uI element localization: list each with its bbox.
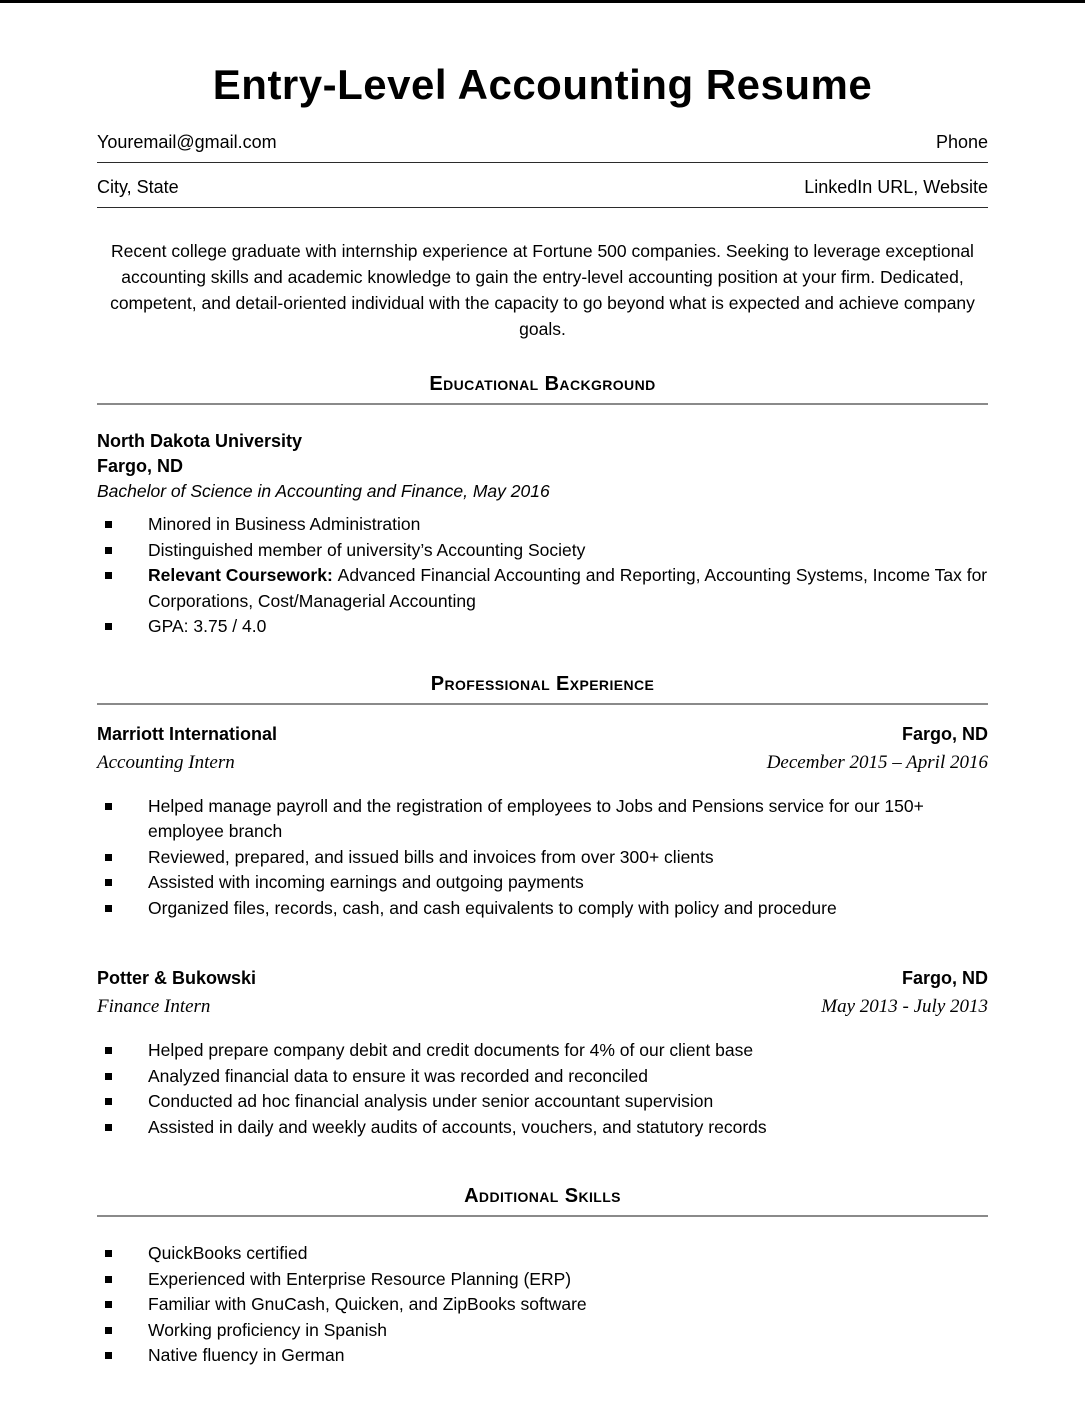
list-item: [97, 1064, 988, 1090]
job-dates: May 2013 - July 2013: [821, 996, 988, 1017]
bullet-text: Experienced with Enterprise Resource Planning (ERP): [148, 1268, 572, 1289]
list-item: [97, 563, 988, 614]
list-item: [97, 1089, 988, 1115]
section-heading-experience: Professional Experience: [430, 672, 655, 695]
bullet-marker: [105, 854, 112, 861]
bullet-text: Assisted with incoming earnings and outgoing payments: [148, 872, 584, 892]
list-item: [97, 870, 988, 896]
job-block-1: [97, 721, 988, 922]
bullet-text: Organized files, records, cash, and cash equivalents to comply with policy and procedure: [148, 897, 837, 918]
company-name: Potter & Bukowski: [97, 968, 257, 988]
list-item: [97, 538, 988, 564]
bullet-text-rest: Advanced Financial Accounting and Reporting, Accounting Systems, Income Tax for Corporations, Cost/Managerial Accounting: [148, 565, 988, 611]
list-item: [97, 1241, 988, 1267]
skills-bullet-list: [97, 1241, 988, 1369]
bullet-marker: [105, 1250, 112, 1257]
bullet-text: Conducted ad hoc financial analysis under senior accountant supervision: [148, 1091, 714, 1111]
job-location: Fargo, ND: [901, 723, 988, 744]
job-location: Fargo, ND: [901, 968, 988, 988]
section-heading-education: Educational Background: [429, 373, 656, 395]
bullet-marker: [105, 905, 112, 912]
job-title: Finance Intern: [97, 996, 211, 1017]
job-header-row: [97, 965, 988, 991]
section-divider: [97, 703, 988, 705]
list-item: [97, 794, 988, 845]
list-item: [97, 614, 988, 640]
job-title: Accounting Intern: [97, 751, 235, 773]
bullet-marker: [105, 1124, 112, 1131]
list-item: [97, 896, 988, 922]
contact-row-1: [97, 131, 988, 163]
bullet-marker: [105, 1301, 112, 1308]
job-dates: December 2015 – April 2016: [766, 751, 988, 773]
list-item: [97, 1115, 988, 1141]
bullet-marker: [105, 1327, 112, 1334]
list-item: [97, 1343, 988, 1369]
linkedin-website-text: LinkedIn URL, Website: [804, 177, 988, 197]
bullet-text: Assisted in daily and weekly audits of accounts, vouchers, and statutory records: [148, 1116, 767, 1137]
bullet-text: Working proficiency in Spanish: [148, 1319, 387, 1340]
job-subtitle-row: [97, 993, 988, 1020]
section-divider: [97, 1215, 988, 1217]
list-item: [97, 512, 988, 538]
bullet-marker: [105, 1073, 112, 1080]
job-header-row: [97, 721, 988, 747]
section-divider: [97, 403, 988, 405]
phone-text: Phone: [935, 132, 988, 152]
resume-title: Entry-Level Accounting Resume: [212, 61, 873, 108]
bullet-marker: [105, 1098, 112, 1105]
bullet-text: GPA: 3.75 / 4.0: [148, 616, 267, 636]
bullet-text: Minored in Business Administration: [148, 514, 421, 534]
bullet-marker: [105, 1276, 112, 1283]
bullet-text: Native fluency in German: [148, 1345, 345, 1365]
bullet-text: Reviewed, prepared, and issued bills and invoices from over 300+ clients: [148, 846, 714, 867]
bullet-marker: [105, 1047, 112, 1054]
section-heading-skills: Additional Skills: [464, 1185, 621, 1207]
list-item: [97, 1292, 988, 1318]
bullet-text: Analyzed financial data to ensure it was recorded and reconciled: [148, 1065, 649, 1086]
bullet-text: Distinguished member of university’s Accounting Society: [148, 539, 586, 560]
bullet-marker: [105, 623, 112, 630]
list-item: [97, 845, 988, 871]
bullet-text: QuickBooks certified: [148, 1243, 308, 1263]
bullet-bold-label: Relevant Coursework:: [148, 565, 338, 585]
city-state-text: City, State: [97, 177, 179, 197]
company-name: Marriott International: [97, 723, 278, 744]
job-subtitle-row: [97, 749, 988, 776]
bullet-marker: [105, 572, 112, 579]
degree-line: Bachelor of Science in Accounting and Finance, May 2016: [97, 481, 550, 501]
email-text: Youremail@gmail.com: [97, 132, 277, 152]
bullet-text: Helped prepare company debit and credit documents for 4% of our client base: [148, 1040, 754, 1060]
bullet-marker: [105, 547, 112, 554]
bullet-marker: [105, 1352, 112, 1359]
list-item: [97, 1038, 988, 1064]
list-item: [97, 1318, 988, 1344]
contact-row-2: [97, 176, 988, 208]
bullet-text: [148, 563, 988, 614]
job-bullet-list: [97, 794, 988, 922]
bullet-marker: [105, 879, 112, 886]
education-block: [97, 429, 988, 640]
bullet-text: Familiar with GnuCash, Quicken, and ZipBooks software: [148, 1294, 587, 1314]
summary-paragraph: Recent college graduate with internship experience at Fortune 500 companies. Seeking to leverage exceptional accounting skills and academic knowledge to gain the entry-level accounting position at your firm. Dedicated, competent, and detail-oriented individual with the capacity to go beyond what is expected and achieve company goals.: [110, 241, 975, 339]
school-location: Fargo, ND: [97, 456, 184, 476]
bullet-marker: [105, 521, 112, 528]
bullet-marker: [105, 803, 112, 810]
education-bullet-list: [97, 512, 988, 640]
bullet-text: Helped manage payroll and the registration of employees to Jobs and Pensions service for our 150+ employee branch: [148, 795, 924, 841]
list-item: [97, 1267, 988, 1293]
job-bullet-list: [97, 1038, 988, 1140]
school-name: North Dakota University: [97, 431, 303, 451]
job-block-2: [97, 965, 988, 1140]
